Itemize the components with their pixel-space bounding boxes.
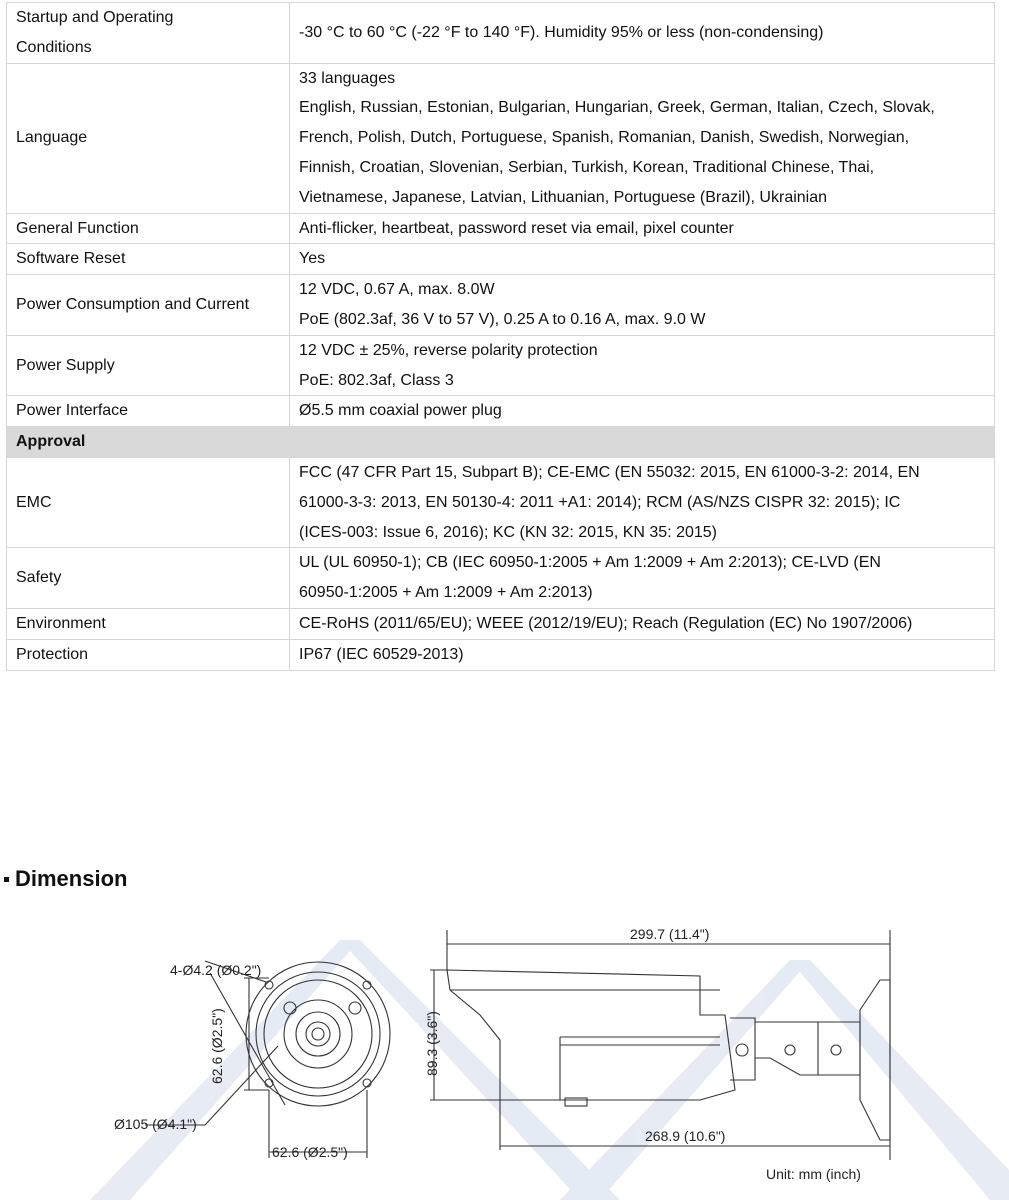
row-value <box>290 396 995 427</box>
table-row <box>7 639 995 670</box>
table-row <box>7 244 995 275</box>
label-base-diameter: Ø105 (Ø4.1") <box>114 1116 197 1132</box>
row-value-line: 12 VDC ± 25%, reverse polarity protection <box>299 341 598 359</box>
row-value <box>290 213 995 244</box>
row-value-line: Finnish, Croatian, Slovenian, Serbian, Turkish, Korean, Traditional Chinese, Thai, <box>299 158 875 176</box>
dimension-drawing <box>0 900 1009 1200</box>
row-label: Language <box>7 63 290 213</box>
table-row <box>7 63 995 213</box>
label-body-length: 268.9 (10.6") <box>645 1128 726 1144</box>
table-row <box>7 396 995 427</box>
row-value <box>290 63 995 213</box>
table-row <box>7 335 995 396</box>
row-value <box>290 244 995 275</box>
section-header-approval <box>7 427 995 458</box>
row-value <box>290 639 995 670</box>
section-title: Approval <box>7 427 995 458</box>
row-label: Safety <box>7 548 290 609</box>
row-value-line: FCC (47 CFR Part 15, Subpart B); CE-EMC (EN 55032: 2015, EN 61000-3-2: 2014, EN <box>299 463 920 481</box>
table-row <box>7 275 995 336</box>
spec-table <box>6 2 995 671</box>
row-value-line: CE-RoHS (2011/65/EU); WEEE (2012/19/EU); Reach (Regulation (EC) No 1907/2006) <box>299 614 913 632</box>
bullet-icon <box>4 877 9 882</box>
row-value-line: UL (UL 60950-1); CB (IEC 60950-1:2005 + Am 1:2009 + Am 2:2013); CE-LVD (EN <box>299 554 881 572</box>
row-value <box>290 335 995 396</box>
label-unit: Unit: mm (inch) <box>766 1166 861 1182</box>
row-label: Power Consumption and Current <box>7 275 290 336</box>
row-value <box>290 3 995 64</box>
label-height: 89.3 (3.6") <box>424 1011 440 1076</box>
table-row <box>7 457 995 547</box>
row-value-line: French, Polish, Dutch, Portuguese, Spanish, Romanian, Danish, Swedish, Norwegian, <box>299 129 910 147</box>
row-value <box>290 608 995 639</box>
row-label-line: Startup and Operating <box>16 9 174 26</box>
row-value-line: -30 °C to 60 °C (-22 °F to 140 °F). Humidity 95% or less (non-condensing) <box>299 23 824 41</box>
row-label: Protection <box>7 639 290 670</box>
table-row <box>7 608 995 639</box>
row-value-line: PoE (802.3af, 36 V to 57 V), 0.25 A to 0.16 A, max. 9.0 W <box>299 310 706 328</box>
row-label: General Function <box>7 213 290 244</box>
row-label: Power Interface <box>7 396 290 427</box>
row-value-line: Ø5.5 mm coaxial power plug <box>299 402 502 420</box>
row-value-line: Anti-flicker, heartbeat, password reset via email, pixel counter <box>299 219 734 237</box>
row-value <box>290 275 995 336</box>
dimension-heading-text: Dimension <box>15 866 128 891</box>
row-value-line: 60950-1:2005 + Am 1:2009 + Am 2:2013) <box>299 584 593 602</box>
row-value-line: IP67 (IEC 60529-2013) <box>299 645 464 663</box>
row-label: Software Reset <box>7 244 290 275</box>
row-value-line: PoE: 802.3af, Class 3 <box>299 371 454 389</box>
row-value-line: (ICES-003: Issue 6, 2016); KC (KN 32: 2015, KN 35: 2015) <box>299 523 717 541</box>
row-label: Environment <box>7 608 290 639</box>
row-value-line: English, Russian, Estonian, Bulgarian, Hungarian, Greek, German, Italian, Czech, Slovak, <box>299 99 935 117</box>
row-label: Power Supply <box>7 335 290 396</box>
row-value-line: 61000-3-3: 2013, EN 50130-4: 2011 +A1: 2014); RCM (AS/NZS CISPR 32: 2015); IC <box>299 493 901 511</box>
watermark <box>90 940 1009 1200</box>
label-horizontal-spacing: 62.6 (Ø2.5") <box>272 1144 348 1160</box>
row-value-line: 33 languages <box>299 69 396 87</box>
label-holes: 4-Ø4.2 (Ø0.2") <box>170 962 262 978</box>
table-row <box>7 3 995 64</box>
row-value <box>290 548 995 609</box>
row-label: EMC <box>7 457 290 547</box>
label-vertical-spacing: 62.6 (Ø2.5") <box>209 1008 225 1084</box>
row-value-line: Yes <box>299 250 326 268</box>
row-value <box>290 457 995 547</box>
row-label <box>7 3 290 64</box>
label-total-length: 299.7 (11.4") <box>630 926 710 942</box>
row-value-line: 12 VDC, 0.67 A, max. 8.0W <box>299 281 495 299</box>
table-row <box>7 548 995 609</box>
row-label-line: Conditions <box>16 38 92 56</box>
dimension-heading <box>4 866 127 892</box>
table-row <box>7 213 995 244</box>
row-value-line: Vietnamese, Japanese, Latvian, Lithuanian, Portuguese (Brazil), Ukrainian <box>299 188 828 206</box>
